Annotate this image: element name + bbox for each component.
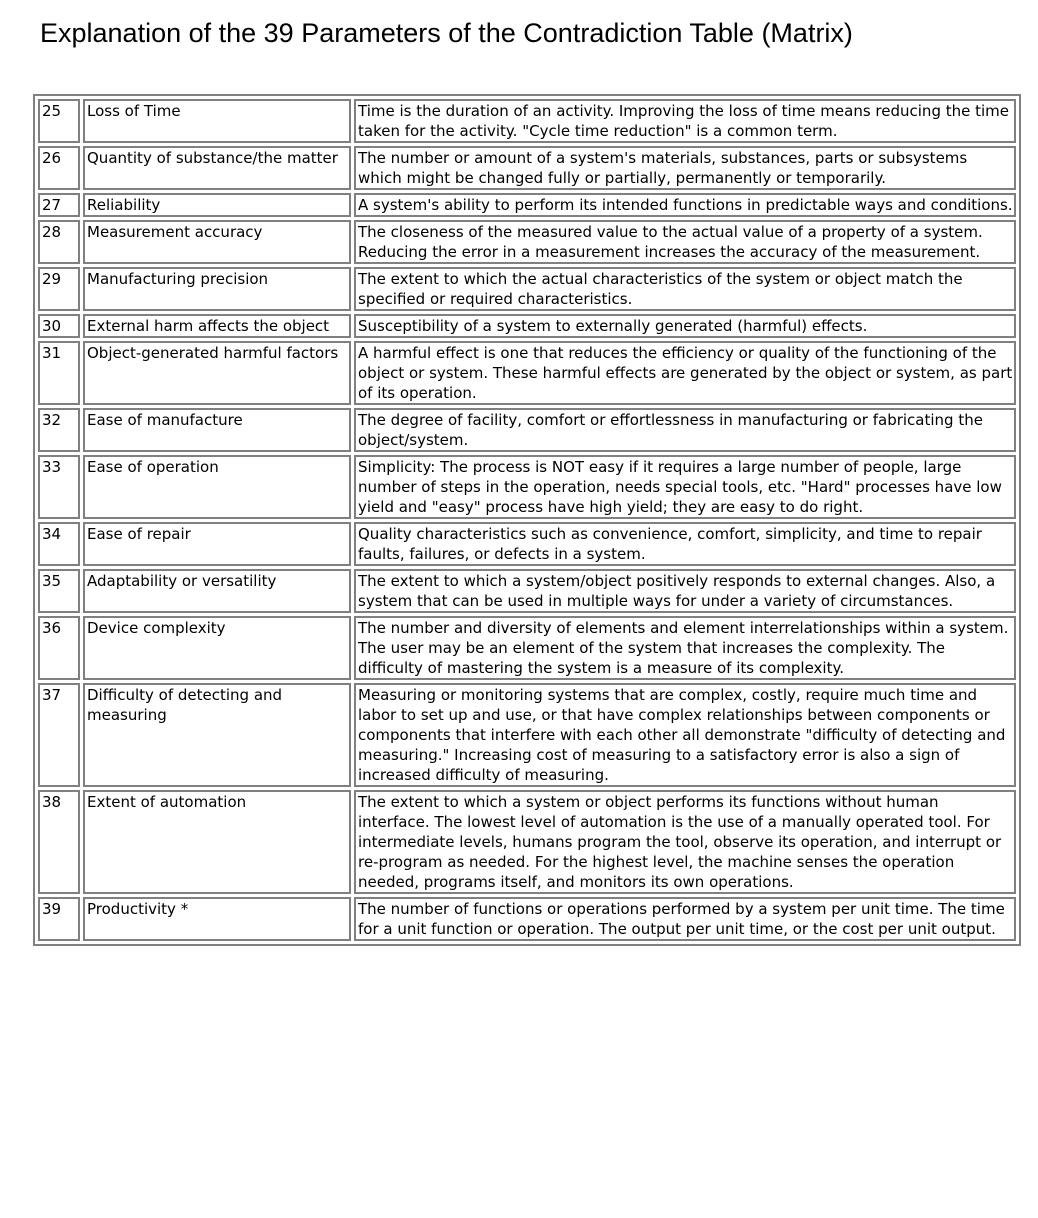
parameter-number: 38 (38, 790, 80, 894)
table-row (38, 220, 1016, 264)
parameter-name: Object-generated harmful factors (83, 341, 351, 405)
parameter-name: Manufacturing precision (83, 267, 351, 311)
parameter-description: A system's ability to perform its intended functions in predictable ways and conditions. (354, 193, 1016, 217)
parameters-table (33, 94, 1021, 946)
table-row (38, 99, 1016, 143)
parameter-number: 30 (38, 314, 80, 338)
parameter-number: 27 (38, 193, 80, 217)
parameter-name: Productivity * (83, 897, 351, 941)
parameter-description: The number or amount of a system's materials, substances, parts or subsystems which might be changed fully or partially, permanently or temporarily. (354, 146, 1016, 190)
parameter-description: The number of functions or operations performed by a system per unit time. The time for a unit function or operation. The output per unit time, or the cost per unit output. (354, 897, 1016, 941)
parameter-name: Adaptability or versatility (83, 569, 351, 613)
parameter-number: 33 (38, 455, 80, 519)
parameter-name: External harm affects the object (83, 314, 351, 338)
parameter-number: 28 (38, 220, 80, 264)
parameter-description: Quality characteristics such as convenience, comfort, simplicity, and time to repair faults, failures, or defects in a system. (354, 522, 1016, 566)
parameter-description: The closeness of the measured value to the actual value of a property of a system. Reducing the error in a measurement increases the accuracy of the measurement. (354, 220, 1016, 264)
table-row (38, 569, 1016, 613)
parameter-description: The extent to which a system or object performs its functions without human interface. The lowest level of automation is the use of a manually operated tool. For intermediate levels, humans program the tool, observe its operation, and interrupt or re-program as needed. For the highest level, the machine senses the operation needed, programs itself, and monitors its own operations. (354, 790, 1016, 894)
parameter-description: The degree of facility, comfort or effortlessness in manufacturing or fabricating the object/system. (354, 408, 1016, 452)
parameter-name: Ease of repair (83, 522, 351, 566)
parameter-description: Susceptibility of a system to externally generated (harmful) effects. (354, 314, 1016, 338)
table-row (38, 341, 1016, 405)
parameter-number: 35 (38, 569, 80, 613)
parameter-description: The extent to which a system/object positively responds to external changes. Also, a system that can be used in multiple ways for under a variety of circumstances. (354, 569, 1016, 613)
parameters-table-container (33, 94, 1017, 946)
parameter-description: Measuring or monitoring systems that are complex, costly, require much time and labor to set up and use, or that have complex relationships between components or components that interfere with each other all demonstrate "difficulty of detecting and measuring." Increasing cost of measuring to a satisfactory error is also a sign of increased difficulty of measuring. (354, 683, 1016, 787)
parameter-number: 36 (38, 616, 80, 680)
table-row (38, 314, 1016, 338)
table-row (38, 683, 1016, 787)
parameter-number: 25 (38, 99, 80, 143)
parameter-name: Quantity of substance/the matter (83, 146, 351, 190)
parameter-number: 26 (38, 146, 80, 190)
parameter-name: Reliability (83, 193, 351, 217)
parameter-name: Loss of Time (83, 99, 351, 143)
parameter-name: Difficulty of detecting and measuring (83, 683, 351, 787)
table-row (38, 897, 1016, 941)
table-row (38, 790, 1016, 894)
table-row (38, 455, 1016, 519)
parameter-name: Device complexity (83, 616, 351, 680)
parameter-name: Extent of automation (83, 790, 351, 894)
table-row (38, 193, 1016, 217)
parameter-number: 29 (38, 267, 80, 311)
parameter-number: 37 (38, 683, 80, 787)
table-row (38, 522, 1016, 566)
table-row (38, 616, 1016, 680)
parameter-name: Measurement accuracy (83, 220, 351, 264)
parameter-description: The extent to which the actual characteristics of the system or object match the specified or required characteristics. (354, 267, 1016, 311)
parameter-description: Simplicity: The process is NOT easy if it requires a large number of people, large number of steps in the operation, needs special tools, etc. "Hard" processes have low yield and "easy" process have high yield; they are easy to do right. (354, 455, 1016, 519)
parameter-number: 34 (38, 522, 80, 566)
parameter-description: Time is the duration of an activity. Improving the loss of time means reducing the time taken for the activity. "Cycle time reduction" is a common term. (354, 99, 1016, 143)
parameter-number: 32 (38, 408, 80, 452)
page-title: Explanation of the 39 Parameters of the Contradiction Table (Matrix) (40, 18, 853, 48)
parameter-number: 39 (38, 897, 80, 941)
parameter-description: The number and diversity of elements and element interrelationships within a system. The user may be an element of the system that increases the complexity. The difficulty of mastering the system is a measure of its complexity. (354, 616, 1016, 680)
parameter-number: 31 (38, 341, 80, 405)
table-row (38, 408, 1016, 452)
parameter-name: Ease of manufacture (83, 408, 351, 452)
table-row (38, 146, 1016, 190)
parameter-name: Ease of operation (83, 455, 351, 519)
parameter-description: A harmful effect is one that reduces the efficiency or quality of the functioning of the object or system. These harmful effects are generated by the object or system, as part of its operation. (354, 341, 1016, 405)
table-row (38, 267, 1016, 311)
